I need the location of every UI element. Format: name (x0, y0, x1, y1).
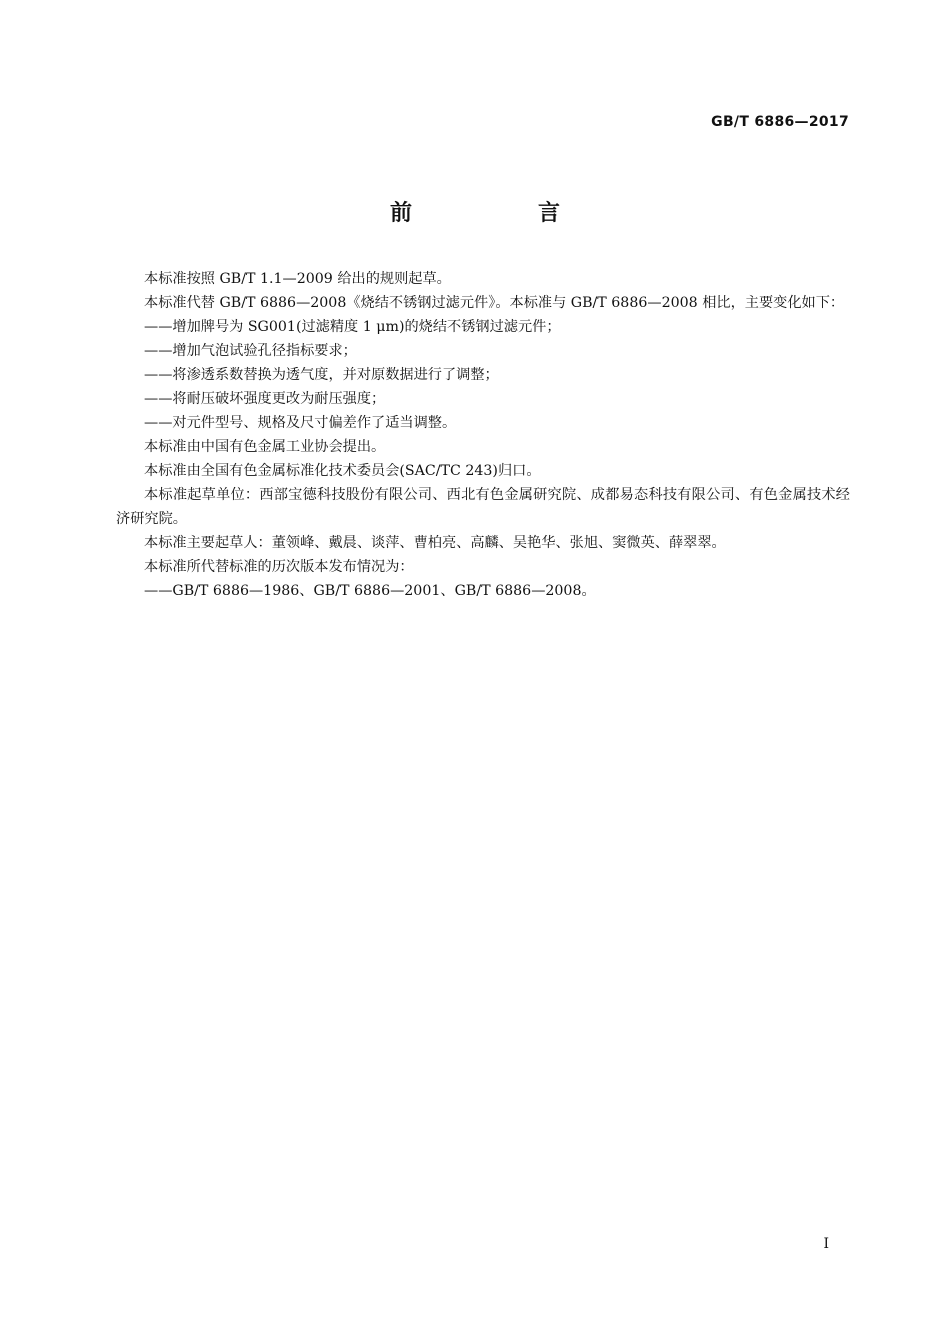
paragraph-drafting-units: 本标准起草单位：西部宝德科技股份有限公司、西北有色金属研究院、成都易态科技有限公司、有色金属技术经济研究院。 (116, 487, 850, 527)
paragraph-history-intro: 本标准所代替标准的历次版本发布情况为： (144, 559, 414, 575)
change-item: ——增加牌号为 SG001(过滤精度 1 μm)的烧结不锈钢过滤元件； (144, 319, 561, 335)
paragraph-drafting-rules: 本标准按照 GB/T 1.1—2009 给出的规则起草。 (144, 271, 451, 287)
standard-number-header: GB/T 6886—2017 (711, 114, 849, 130)
change-item: ——对元件型号、规格及尺寸偏差作了适当调整。 (144, 415, 457, 431)
paragraph-proposed-by: 本标准由中国有色金属工业协会提出。 (144, 439, 386, 455)
change-item: ——将耐压破坏强度更改为耐压强度； (144, 391, 386, 407)
change-item: ——将渗透系数替换为透气度，并对原数据进行了调整； (144, 367, 499, 383)
paragraph-drafters: 本标准主要起草人：董领峰、戴晨、谈萍、曹柏亮、高麟、吴艳华、张旭、窦微英、薛翠翠。 (144, 535, 726, 551)
history-item: ——GB/T 6886—1986、GB/T 6886—2001、GB/T 6886—2008。 (144, 583, 596, 599)
page-title: 前 言 (389, 201, 612, 226)
paragraph-committee: 本标准由全国有色金属标准化技术委员会(SAC/TC 243)归口。 (144, 463, 541, 479)
foreword-body (116, 267, 850, 603)
change-item: ——增加气泡试验孔径指标要求； (144, 343, 357, 359)
page-number: I (823, 1236, 829, 1252)
paragraph-replacement: 本标准代替 GB/T 6886—2008《烧结不锈钢过滤元件》。本标准与 GB/T 6886—2008 相比，主要变化如下： (144, 295, 845, 311)
